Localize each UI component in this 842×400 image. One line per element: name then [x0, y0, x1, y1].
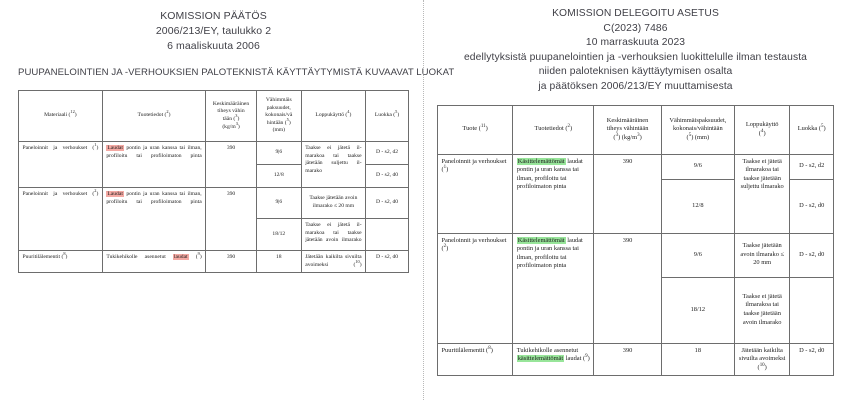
right-table-header-row	[438, 105, 834, 154]
right-col-header-product-info: Tuotetiedot ($^2$)	[513, 105, 594, 154]
right-r1-enduse: Taakse ei jätetä ilmarakoa tai taakse jätetään suljettu ilmarako	[734, 154, 789, 233]
left-r1-enduse: Taakse ei jätetä ilmarakoa tai taakse jätetään suljettu ilmarako	[301, 142, 365, 188]
left-r3-density: 390	[206, 251, 257, 273]
right-r2-density: 390	[594, 233, 661, 343]
left-r1-thickness-b: 12/8	[257, 164, 301, 187]
right-r3-product-info: Tukikehikolle asennetut käsittelemättömät laudat ($^9$)	[513, 343, 594, 376]
right-r1-class-b: D - s2, d0	[790, 179, 833, 233]
left-heading-line-2: 2006/213/EY, taulukko 2	[155, 25, 272, 37]
left-r3-material: Puuritilälementit ($^8$)	[19, 251, 103, 273]
left-r2-thickness-b: 18/12	[257, 218, 301, 250]
right-col-header-class: Luokka ($^5$)	[790, 105, 834, 154]
left-r3-product-pre: Tukikehikolle asennetut	[106, 254, 166, 260]
left-r3-thickness: 18	[256, 251, 301, 273]
table-row	[438, 233, 834, 343]
left-col-header-product-info: Tuotetiedot ($^2$)	[102, 91, 205, 142]
right-heading-line-2: C(2023) 7486	[603, 22, 668, 34]
right-r1-thickness-b: 12/8	[662, 179, 734, 233]
left-r2-class-b	[366, 218, 408, 250]
right-r1-class-a: D - s2, d2	[799, 162, 825, 170]
right-r1-density: 390	[594, 154, 661, 233]
left-r2-thickness-group	[256, 188, 301, 251]
left-r2-enduse-a: Taakse jätetään avoin ilmarako ≤ 20 mm	[309, 195, 358, 209]
right-r2-enduse-a: Taakse jätetään avoin ilmarako ≤ 20 mm	[740, 242, 784, 267]
right-col-header-thickness: Vähimmäispaksuudet, kokonais/vähintään ($^5$) (mm)	[661, 105, 734, 154]
right-r3-density: 390	[594, 343, 661, 376]
right-col-header-density: Keskimääräinen tiheys vähintään ($^3$) $(kg/m^3)$	[594, 105, 661, 154]
right-heading-line-5: niiden paloteknisen käyttäytymisen osalta	[538, 66, 733, 78]
left-table	[18, 90, 409, 273]
table-row	[19, 188, 409, 251]
left-heading-line-1: KOMISSION PÄÄTÖS	[160, 10, 267, 22]
left-r1-class-b: D - s2, d0	[366, 164, 408, 187]
right-r2-product-info	[513, 233, 594, 343]
left-col-header-enduse: Loppukäyttö ($^4$)	[301, 91, 365, 142]
right-r2-class-b	[790, 277, 833, 343]
left-r2-product-info	[102, 188, 205, 251]
highlight-laudat: laudat	[173, 254, 188, 260]
left-r2-enduse-group	[301, 188, 365, 251]
left-r1-product-rest: pontin ja uran kanssa tai ilman, profiloitu tai profiloimaton pinta	[106, 145, 202, 159]
highlight-laudat: Laudat	[107, 145, 123, 151]
right-panel	[423, 0, 842, 400]
right-heading-line-4: edellytyksistä puupanelointien ja -verhouksien luokittelulle ilman testausta	[463, 51, 807, 63]
right-table	[437, 105, 834, 377]
left-r3-product-info: Tukikehikolle asennetut laudat ($^9$)	[102, 251, 205, 273]
left-col-header-material: Materiaali ($^{12}$)	[19, 91, 103, 142]
right-col-header-product: Tuote ($^{11}$)	[438, 105, 513, 154]
right-r3-product: Puuritilälementit ($^8$)	[438, 343, 513, 376]
left-r1-product-info	[102, 142, 205, 188]
right-r3-class: D - s2, d0	[790, 343, 834, 376]
right-r1-info-rest: laudat pontin ja uran kanssa tai ilman, profiloitu tai profiloimaton pinta	[516, 157, 583, 191]
right-r2-info-rest: laudat pontin ja uran kanssa tai ilman, profiloitu tai profiloimaton pinta	[516, 236, 583, 270]
left-col-header-class: Luokka ($^5$)	[366, 91, 409, 142]
left-heading	[18, 0, 409, 54]
left-r1-thickness-a: 9|6	[275, 149, 283, 156]
left-r2-product-rest: pontin ja uran kanssa tai ilman, profiloitu tai profiloimaton pinta	[106, 191, 202, 205]
left-col-header-density: Keskimääräinen tiheys vähin tään ($^3$) $(kg/m^3)$	[206, 91, 257, 142]
left-r2-thickness-a: 9|6	[275, 199, 283, 206]
right-r2-enduse-group	[734, 233, 789, 343]
table-row	[19, 251, 409, 273]
left-r1-class-group	[366, 142, 409, 188]
right-r2-enduse-b: Taakse ei jätetä ilmarakoa tai taakse jätetään avoin ilmarako	[735, 277, 789, 343]
right-r2-class-a: D - s2, d0	[799, 250, 825, 258]
left-r3-class: D - s2, d0	[366, 251, 409, 273]
right-heading-line-1: KOMISSION DELEGOITU ASETUS	[552, 8, 719, 19]
left-subheading: PUUPANELOINTIEN JA -VERHOUKSIEN PALOTEKNISTÄ KÄYTTÄYTYMISTÄ KUVAAVAT LUOKAT	[18, 67, 455, 78]
right-r2-product: Paneloinnit ja verhoukset ($^2$)	[438, 233, 513, 343]
left-r1-thickness-group	[256, 142, 301, 188]
right-r1-product: Paneloinnit ja verhoukset ($^1$)	[438, 154, 513, 233]
right-r3-info-pre: Tukikehikolle asennetut	[516, 346, 579, 354]
right-col-header-enduse: Loppukäyttö ($^4$)	[734, 105, 789, 154]
right-r1-class-group	[790, 154, 834, 233]
left-r1-density: 390	[206, 142, 257, 188]
right-r2-thickness-b: 18/12	[662, 277, 734, 343]
right-r2-thickness-group	[661, 233, 734, 343]
right-r3-thickness: 18	[661, 343, 734, 376]
left-heading-line-3: 6 maaliskuuta 2006	[167, 40, 260, 52]
right-heading	[437, 0, 834, 95]
left-r2-class-group	[366, 188, 409, 251]
left-table-header-row	[19, 91, 409, 142]
panel-divider	[423, 0, 424, 400]
left-r2-enduse-b: Taakse ei jätetä ilmarakoa tai taakse jätetään avoin ilmarako	[302, 218, 365, 250]
left-r1-class-a: D - s2, d2	[375, 149, 399, 156]
left-r3-enduse: Jätetään kaikilta sivuilta avoimeksi ($^{10}$)	[301, 251, 365, 273]
table-row	[438, 343, 834, 376]
table-row	[19, 142, 409, 188]
right-heading-line-6: ja päätöksen 2006/213/EY muuttamisesta	[538, 80, 733, 92]
table-row	[438, 154, 834, 233]
right-r2-thickness-a: 9/6	[693, 250, 702, 258]
left-col-header-thickness: Vähimmäis paksuudet, kokonais/vä hintään ($^5$) (mm)	[256, 91, 301, 142]
highlight-kasittelemattomat: käsittelemättömät	[517, 355, 564, 363]
left-r2-material: Paneloinnit ja verhoukset ($^2$)	[19, 188, 103, 251]
right-r3-enduse: Jätetään kaikilta sivuilta avoimeksi ($^{10}$)	[734, 343, 789, 376]
left-r2-class-a: D - s2, d0	[375, 199, 399, 206]
highlight-laudat: Laudat	[107, 191, 123, 197]
right-heading-line-3: 10 marraskuuta 2023	[585, 37, 686, 49]
highlight-kasittelemattomat: Käsittelemättömät	[517, 236, 565, 244]
highlight-kasittelemattomat: Käsittelemättömät	[517, 157, 565, 165]
right-r1-thickness-a: 9/6	[693, 162, 702, 170]
right-r1-product-info	[513, 154, 594, 233]
right-r1-thickness-group	[661, 154, 734, 233]
left-r2-density: 390	[206, 188, 257, 251]
left-r1-material: Paneloinnit ja verhoukset ($^1$)	[19, 142, 103, 188]
right-r2-class-group	[790, 233, 834, 343]
